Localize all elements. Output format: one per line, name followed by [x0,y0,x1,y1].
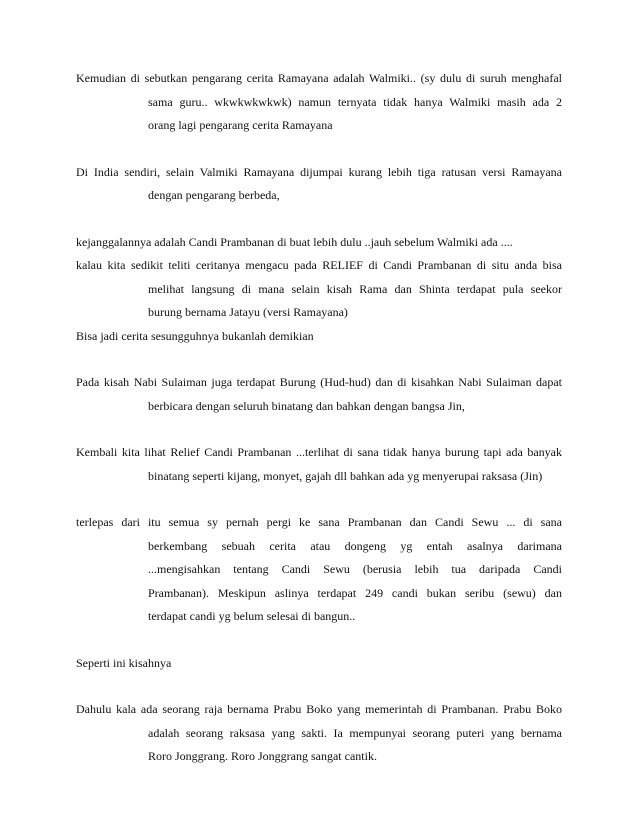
paragraph-line: dengan pengarang berbeda, [148,188,280,202]
document-body [76,67,562,769]
paragraph-relief-animals [76,441,562,488]
paragraph-gap [76,418,562,441]
paragraph-line: orang lagi pengarang cerita Ramayana [148,118,333,132]
paragraph-line: kalau kita sedikit teliti ceritanya mengacu pada RELIEF di Candi Prambanan di situ anda bisa [76,258,562,272]
paragraph-line: terlepas dari itu semua sy pernah pergi ke sana Prambanan dan Candi Sewu ... di sana [76,515,562,529]
paragraph-line: Bisa jadi cerita sesungguhnya bukanlah demikian [76,328,314,343]
paragraph-maybe-not [76,325,562,349]
paragraph-gap [76,675,562,698]
paragraph-line: kejanggalannya adalah Candi Prambanan di buat lebih dulu ..jauh sebelum Walmiki ada .... [76,234,513,249]
paragraph-line: berkembang sebuah cerita atau dongeng yg entah asalnya darimana [148,538,562,553]
paragraph-relief [76,254,562,325]
paragraph-gap [76,488,562,511]
paragraph-line: melihat langsung di mana selain kisah Rama dan Shinta terdapat pula seekor [148,281,562,296]
paragraph-line: Di India sendiri, selain Valmiki Ramayana dijumpai kurang lebih tiga ratusan versi Ramayana [76,164,562,179]
paragraph-line: ...mengisahkan tentang Candi Sewu (berusia lebih tua daripada Candi [148,562,562,576]
paragraph-prambanan-older [76,231,562,255]
paragraph-gap [76,348,562,371]
paragraph-line: Prambanan). Meskipun aslinya terdapat 249 candi bukan seribu (sewu) dan [148,585,562,600]
paragraph-india-versions [76,161,562,208]
paragraph-line: Roro Jonggrang. Roro Jonggrang sangat cantik. [148,749,377,763]
paragraph-gap [76,629,562,652]
paragraph-walmiki-author [76,67,562,138]
paragraph-gap [76,138,562,161]
paragraph-line: Kembali kita lihat Relief Candi Prambanan ...terlihat di sana tidak hanya burung tapi ada banyak [76,445,562,459]
paragraph-line: berbicara dengan seluruh binatang dan bahkan dengan bangsa Jin, [148,398,465,413]
paragraph-line: Kemudian di sebutkan pengarang cerita Ramayana adalah Walmiki.. (sy dulu di suruh menghafal [76,71,562,85]
paragraph-story-intro [76,652,562,676]
paragraph-prabu-boko [76,698,562,769]
paragraph-sulaiman [76,371,562,418]
paragraph-candi-sewu [76,511,562,629]
paragraph-gap [76,208,562,231]
paragraph-line: Seperti ini kisahnya [76,655,172,670]
paragraph-line: binatang seperti kijang, monyet, gajah dll bahkan ada yg menyerupai raksasa (Jin) [148,468,543,483]
paragraph-line: Dahulu kala ada seorang raja bernama Prabu Boko yang memerintah di Prambanan. Prabu Boko [76,702,562,716]
paragraph-line: sama guru.. wkwkwkwkwk) namun ternyata tidak hanya Walmiki masih ada 2 [148,94,562,109]
paragraph-line: adalah seorang raksasa yang sakti. Ia mempunyai seorang puteri yang bernama [148,725,562,740]
paragraph-line: Pada kisah Nabi Sulaiman juga terdapat Burung (Hud-hud) dan di kisahkan Nabi Sulaiman dapat [76,375,562,389]
paragraph-line: burung bernama Jatayu (versi Ramayana) [148,305,348,319]
paragraph-line: terdapat candi yg belum selesai di bangun.. [148,609,356,623]
